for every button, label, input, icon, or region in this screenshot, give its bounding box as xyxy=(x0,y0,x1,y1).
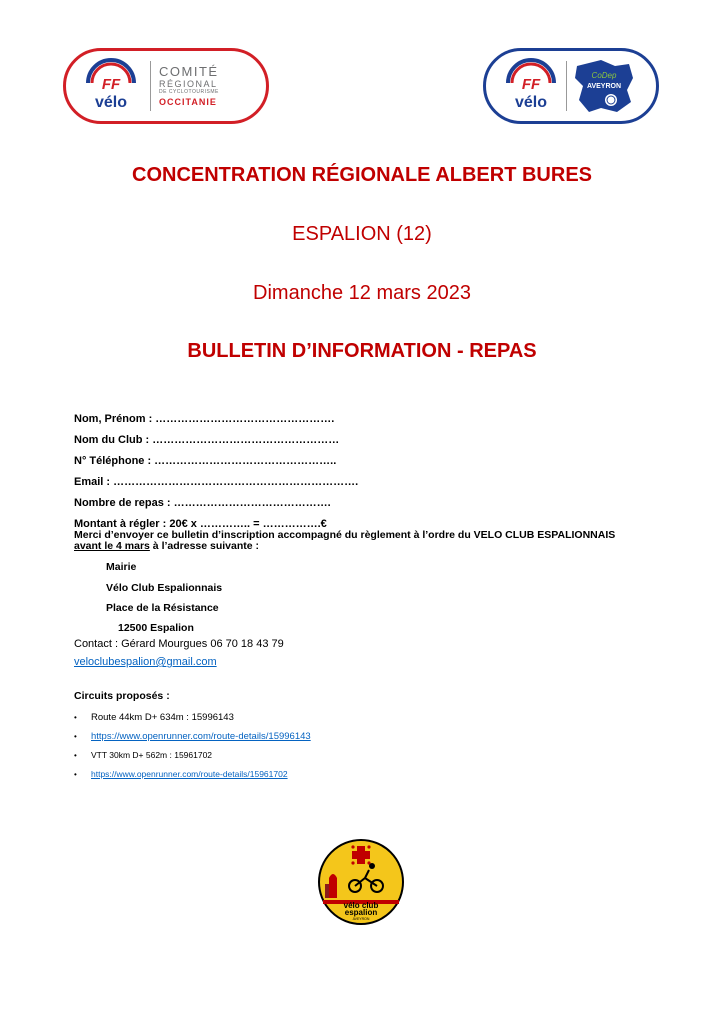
aveyron-word: AVEYRON xyxy=(586,83,622,90)
cyclotourisme-label: DE CYCLOTOURISME xyxy=(159,89,219,95)
address-line-mairie: Mairie xyxy=(106,561,137,573)
bullet-icon: • xyxy=(74,732,77,741)
bullet-icon: • xyxy=(74,770,77,779)
bulletin-title: BULLETIN D’INFORMATION - REPAS xyxy=(187,340,537,362)
logo-divider xyxy=(566,61,567,111)
address-line-city: 12500 Espalion xyxy=(118,622,194,634)
comite-occitanie-logo xyxy=(63,48,269,124)
amount-field[interactable]: Montant à régler : 20€ x ………….. = …………….€ xyxy=(74,518,327,530)
circuit-vtt-text: VTT 30km D+ 562m : 15961702 xyxy=(91,750,213,760)
circuit-vtt-link[interactable]: https://www.openrunner.com/route-details/15961702 xyxy=(91,769,288,779)
event-title: CONCENTRATION RÉGIONALE ALBERT BURES xyxy=(132,164,592,186)
velo-word: vélo xyxy=(514,94,548,111)
registration-form xyxy=(74,409,358,535)
circuit-route-link[interactable]: https://www.openrunner.com/route-details/15996143 xyxy=(91,731,311,742)
contact-info: Contact : Gérard Mourgues 06 70 18 43 79 xyxy=(74,638,284,650)
name-field[interactable]: Nom, Prénom : …………………………………………. xyxy=(74,413,335,425)
ffvelo-mark-icon xyxy=(80,55,142,117)
instructions-line2-rest: à l’adresse suivante : xyxy=(149,540,260,552)
circuit-item xyxy=(74,765,311,784)
regional-label: RÉGIONAL xyxy=(159,79,218,89)
circuit-item xyxy=(74,708,311,727)
club-logo-line3: AVEYRON xyxy=(352,917,370,921)
circuit-route-text: Route 44km D+ 634m : 15996143 xyxy=(91,712,234,723)
velo-club-espalion-logo xyxy=(317,838,405,926)
instructions-line2 xyxy=(74,541,615,552)
aveyron-map-icon xyxy=(571,56,637,116)
ff-letters: FF xyxy=(101,76,121,93)
deadline-text: avant le 4 mars xyxy=(74,540,150,552)
occitanie-label: OCCITANIE xyxy=(159,97,217,107)
logo-divider xyxy=(150,61,151,111)
address-line-club: Vélo Club Espalionnais xyxy=(106,582,223,594)
circuit-item xyxy=(74,746,311,765)
velo-word: vélo xyxy=(94,94,128,111)
comite-label: COMITÉ xyxy=(159,64,219,79)
bullet-icon: • xyxy=(74,751,77,760)
email-field[interactable]: Email : …………………………………………………………. xyxy=(74,476,359,488)
bullet-icon: • xyxy=(74,713,77,722)
instructions-text xyxy=(74,530,615,552)
codep-word: CoDep xyxy=(591,71,617,80)
address-line-street: Place de la Résistance xyxy=(106,602,219,614)
event-location: ESPALION (12) xyxy=(292,223,432,245)
instructions-line1: Merci d’envoyer ce bulletin d’inscription accompagné du règlement à l’ordre du VELO CLUB ESPALIONNAIS xyxy=(74,529,616,541)
circuits-title: Circuits proposés : xyxy=(74,690,170,702)
club-field[interactable]: Nom du Club : …………………………………………… xyxy=(74,434,340,446)
phone-field[interactable]: N° Téléphone : ………………………………………….. xyxy=(74,455,337,467)
club-logo-line2: espalion xyxy=(344,908,378,917)
circuit-item xyxy=(74,727,311,746)
meals-count-field[interactable]: Nombre de repas : ……………………………………. xyxy=(74,497,331,509)
comite-text-block xyxy=(159,65,219,107)
club-logo-line1: vélo club xyxy=(343,901,379,910)
contact-email-link[interactable]: veloclubespalion@gmail.com xyxy=(74,656,217,668)
event-date: Dimanche 12 mars 2023 xyxy=(253,282,471,304)
circuits-list xyxy=(74,708,311,784)
tower-icon xyxy=(329,874,337,898)
ff-letters: FF xyxy=(521,76,541,93)
codep-aveyron-logo xyxy=(483,48,659,124)
ffvelo-mark-icon xyxy=(500,55,562,117)
